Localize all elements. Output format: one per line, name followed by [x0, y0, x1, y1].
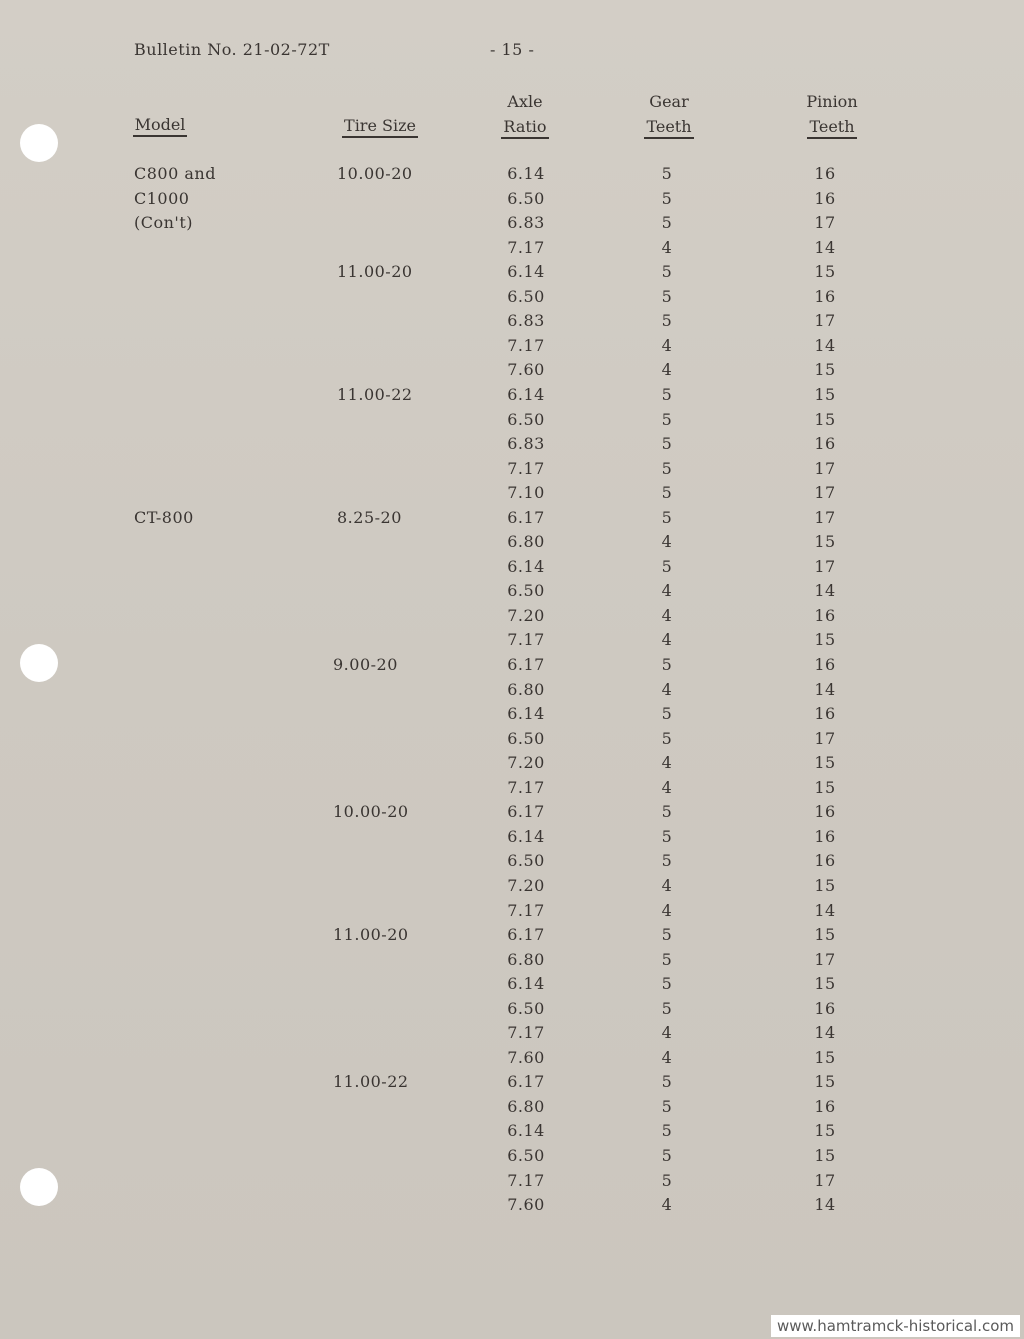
- axle-ratio-cell: 7.60: [507, 1195, 545, 1215]
- axle-ratio-cell: 7.17: [507, 1170, 545, 1190]
- column-header-axle-line2: Ratio: [501, 117, 548, 139]
- tire-size-cell: 11.00-22: [337, 384, 413, 404]
- column-header-pinion-line2: Teeth: [807, 117, 856, 139]
- website-watermark: www.hamtramck-historical.com: [771, 1315, 1020, 1337]
- axle-ratio-cell: 7.17: [507, 777, 545, 797]
- gear-teeth-cell: 4: [661, 1047, 673, 1067]
- pinion-teeth-cell: 15: [814, 925, 836, 945]
- tire-size-cell: 10.00-20: [333, 802, 409, 822]
- gear-teeth-cell: 5: [661, 213, 673, 233]
- pinion-teeth-cell: 15: [814, 630, 836, 650]
- axle-ratio-cell: 7.17: [507, 1023, 545, 1043]
- column-header-tire-size-label: Tire Size: [342, 116, 418, 138]
- axle-ratio-cell: 6.83: [507, 434, 545, 454]
- gear-teeth-cell: 4: [661, 900, 673, 920]
- pinion-teeth-cell: 15: [814, 875, 836, 895]
- pinion-teeth-cell: 16: [814, 188, 836, 208]
- model-label: C800 and: [134, 164, 216, 183]
- axle-ratio-cell: 7.20: [507, 753, 545, 773]
- tire-size-cell: 8.25-20: [337, 507, 402, 527]
- pinion-teeth-cell: 15: [814, 1072, 836, 1092]
- pinion-teeth-cell: 17: [814, 507, 836, 527]
- gear-teeth-cell: 5: [661, 483, 673, 503]
- pinion-teeth-cell: 15: [814, 777, 836, 797]
- gear-teeth-cell: 4: [661, 581, 673, 601]
- axle-ratio-cell: 6.50: [507, 851, 545, 871]
- column-header-gear-line1: Gear: [649, 92, 689, 111]
- column-header-tire-size: [320, 113, 440, 138]
- gear-teeth-cell: 5: [661, 655, 673, 674]
- axle-ratio-cell: 6.50: [507, 1146, 545, 1165]
- gear-teeth-cell: 5: [661, 311, 673, 331]
- pinion-teeth-cell: 17: [814, 458, 836, 478]
- tire-size-cell: 10.00-20: [337, 164, 413, 183]
- binder-hole-bottom: [20, 1168, 58, 1206]
- pinion-teeth-cell: 17: [814, 311, 836, 331]
- axle-ratio-cell: 6.17: [507, 1072, 545, 1092]
- binder-hole-middle: [20, 644, 58, 682]
- pinion-teeth-cell: 16: [814, 826, 836, 846]
- gear-teeth-cell: 5: [661, 384, 673, 404]
- axle-ratio-cell: 7.17: [507, 335, 545, 355]
- gear-teeth-cell: 4: [661, 532, 673, 552]
- axle-ratio-cell: 6.50: [507, 998, 545, 1018]
- gear-teeth-cell: 5: [661, 164, 673, 183]
- binder-hole-top: [20, 124, 58, 162]
- pinion-teeth-cell: 17: [814, 213, 836, 233]
- pinion-teeth-cell: 16: [814, 998, 836, 1018]
- pinion-teeth-cell: 16: [814, 1096, 836, 1116]
- gear-teeth-cell: 4: [661, 1023, 673, 1043]
- axle-ratio-cell: 7.17: [507, 458, 545, 478]
- gear-teeth-cell: 5: [661, 434, 673, 454]
- axle-ratio-cell: 6.50: [507, 286, 545, 306]
- pinion-teeth-cell: 15: [814, 262, 836, 282]
- axle-ratio-cell: 6.17: [507, 507, 545, 527]
- gear-teeth-cell: 4: [661, 753, 673, 773]
- axle-ratio-cell: 6.14: [507, 974, 545, 994]
- column-header-pinion-teeth: [772, 89, 892, 139]
- gear-teeth-cell: 4: [661, 360, 673, 380]
- pinion-teeth-cell: 15: [814, 532, 836, 552]
- column-header-axle-line1: Axle: [507, 92, 543, 111]
- axle-ratio-cell: 6.80: [507, 679, 545, 699]
- gear-teeth-cell: 4: [661, 237, 673, 257]
- gear-teeth-cell: 5: [661, 925, 673, 945]
- gear-teeth-cell: 4: [661, 777, 673, 797]
- pinion-teeth-cell: 15: [814, 1121, 836, 1141]
- column-header-axle-ratio: [465, 89, 585, 139]
- gear-teeth-cell: 4: [661, 679, 673, 699]
- pinion-teeth-cell: 14: [814, 237, 836, 257]
- axle-ratio-cell: 6.50: [507, 188, 545, 208]
- pinion-teeth-cell: 14: [814, 581, 836, 601]
- bulletin-number: Bulletin No. 21-02-72T: [134, 40, 330, 59]
- axle-ratio-cell: 7.60: [507, 360, 545, 380]
- pinion-teeth-cell: 16: [814, 802, 836, 822]
- gear-teeth-cell: 5: [661, 286, 673, 306]
- gear-teeth-cell: 5: [661, 262, 673, 282]
- axle-ratio-cell: 6.50: [507, 409, 545, 429]
- axle-ratio-cell: 6.14: [507, 826, 545, 846]
- gear-teeth-cell: 5: [661, 1121, 673, 1141]
- pinion-teeth-cell: 16: [814, 164, 836, 183]
- pinion-teeth-cell: 17: [814, 949, 836, 969]
- pinion-teeth-cell: 15: [814, 974, 836, 994]
- pinion-teeth-cell: 15: [814, 409, 836, 429]
- axle-ratio-cell: 6.83: [507, 311, 545, 331]
- pinion-teeth-cell: 17: [814, 556, 836, 576]
- pinion-teeth-cell: 16: [814, 655, 836, 674]
- gear-teeth-cell: 5: [661, 728, 673, 748]
- axle-ratio-cell: 6.80: [507, 1096, 545, 1116]
- pinion-teeth-cell: 15: [814, 1146, 836, 1165]
- pinion-teeth-cell: 16: [814, 605, 836, 625]
- pinion-teeth-cell: 17: [814, 1170, 836, 1190]
- pinion-teeth-cell: 14: [814, 335, 836, 355]
- gear-teeth-cell: 5: [661, 409, 673, 429]
- gear-teeth-cell: 5: [661, 458, 673, 478]
- pinion-teeth-cell: 16: [814, 851, 836, 871]
- axle-ratio-cell: 7.10: [507, 483, 545, 503]
- axle-ratio-cell: 6.14: [507, 704, 545, 724]
- pinion-teeth-cell: 16: [814, 704, 836, 724]
- pinion-teeth-cell: 14: [814, 679, 836, 699]
- page-number: - 15 -: [490, 40, 535, 59]
- axle-ratio-cell: 6.50: [507, 581, 545, 601]
- gear-teeth-cell: 4: [661, 875, 673, 895]
- gear-teeth-cell: 5: [661, 704, 673, 724]
- gear-teeth-cell: 5: [661, 1096, 673, 1116]
- pinion-teeth-cell: 16: [814, 286, 836, 306]
- gear-teeth-cell: 5: [661, 974, 673, 994]
- gear-teeth-cell: 4: [661, 605, 673, 625]
- gear-teeth-cell: 4: [661, 630, 673, 650]
- pinion-teeth-cell: 17: [814, 483, 836, 503]
- axle-ratio-cell: 6.14: [507, 556, 545, 576]
- gear-teeth-cell: 4: [661, 335, 673, 355]
- pinion-teeth-cell: 15: [814, 753, 836, 773]
- axle-ratio-cell: 6.80: [507, 532, 545, 552]
- axle-ratio-cell: 6.14: [507, 384, 545, 404]
- axle-ratio-cell: 6.50: [507, 728, 545, 748]
- column-header-gear-line2: Teeth: [644, 117, 693, 139]
- axle-ratio-cell: 6.17: [507, 655, 545, 674]
- gear-teeth-cell: 5: [661, 507, 673, 527]
- column-header-gear-teeth: [609, 89, 729, 139]
- column-header-model-label: Model: [133, 115, 188, 137]
- pinion-teeth-cell: 14: [814, 900, 836, 920]
- model-label: C1000: [134, 188, 190, 208]
- axle-ratio-cell: 6.17: [507, 925, 545, 945]
- gear-teeth-cell: 5: [661, 1146, 673, 1165]
- axle-ratio-cell: 6.14: [507, 262, 545, 282]
- axle-ratio-cell: 7.17: [507, 630, 545, 650]
- axle-ratio-cell: 7.17: [507, 900, 545, 920]
- gear-teeth-cell: 5: [661, 851, 673, 871]
- gear-teeth-cell: 5: [661, 1072, 673, 1092]
- axle-ratio-cell: 7.20: [507, 875, 545, 895]
- axle-ratio-cell: 7.20: [507, 605, 545, 625]
- pinion-teeth-cell: 15: [814, 384, 836, 404]
- tire-size-cell: 11.00-22: [333, 1072, 409, 1092]
- pinion-teeth-cell: 14: [814, 1195, 836, 1215]
- gear-teeth-cell: 5: [661, 998, 673, 1018]
- column-header-pinion-line1: Pinion: [806, 92, 858, 111]
- axle-ratio-cell: 7.60: [507, 1047, 545, 1067]
- tire-size-cell: 9.00-20: [333, 655, 398, 674]
- pinion-teeth-cell: 15: [814, 360, 836, 380]
- pinion-teeth-cell: 16: [814, 434, 836, 454]
- gear-teeth-cell: 5: [661, 826, 673, 846]
- tire-size-cell: 11.00-20: [333, 925, 409, 945]
- axle-ratio-cell: 6.83: [507, 213, 545, 233]
- gear-teeth-cell: 5: [661, 556, 673, 576]
- axle-ratio-cell: 6.80: [507, 949, 545, 969]
- pinion-teeth-cell: 14: [814, 1023, 836, 1043]
- column-header-model: [100, 112, 220, 137]
- axle-ratio-cell: 7.17: [507, 237, 545, 257]
- pinion-teeth-cell: 15: [814, 1047, 836, 1067]
- tire-size-cell: 11.00-20: [337, 262, 413, 282]
- gear-teeth-cell: 5: [661, 949, 673, 969]
- gear-teeth-cell: 5: [661, 1170, 673, 1190]
- model-label: CT-800: [134, 507, 194, 527]
- axle-ratio-cell: 6.14: [507, 1121, 545, 1141]
- pinion-teeth-cell: 17: [814, 728, 836, 748]
- model-label: (Con't): [134, 213, 193, 233]
- gear-teeth-cell: 4: [661, 1195, 673, 1215]
- axle-ratio-cell: 6.17: [507, 802, 545, 822]
- gear-teeth-cell: 5: [661, 188, 673, 208]
- gear-teeth-cell: 5: [661, 802, 673, 822]
- axle-ratio-cell: 6.14: [507, 164, 545, 183]
